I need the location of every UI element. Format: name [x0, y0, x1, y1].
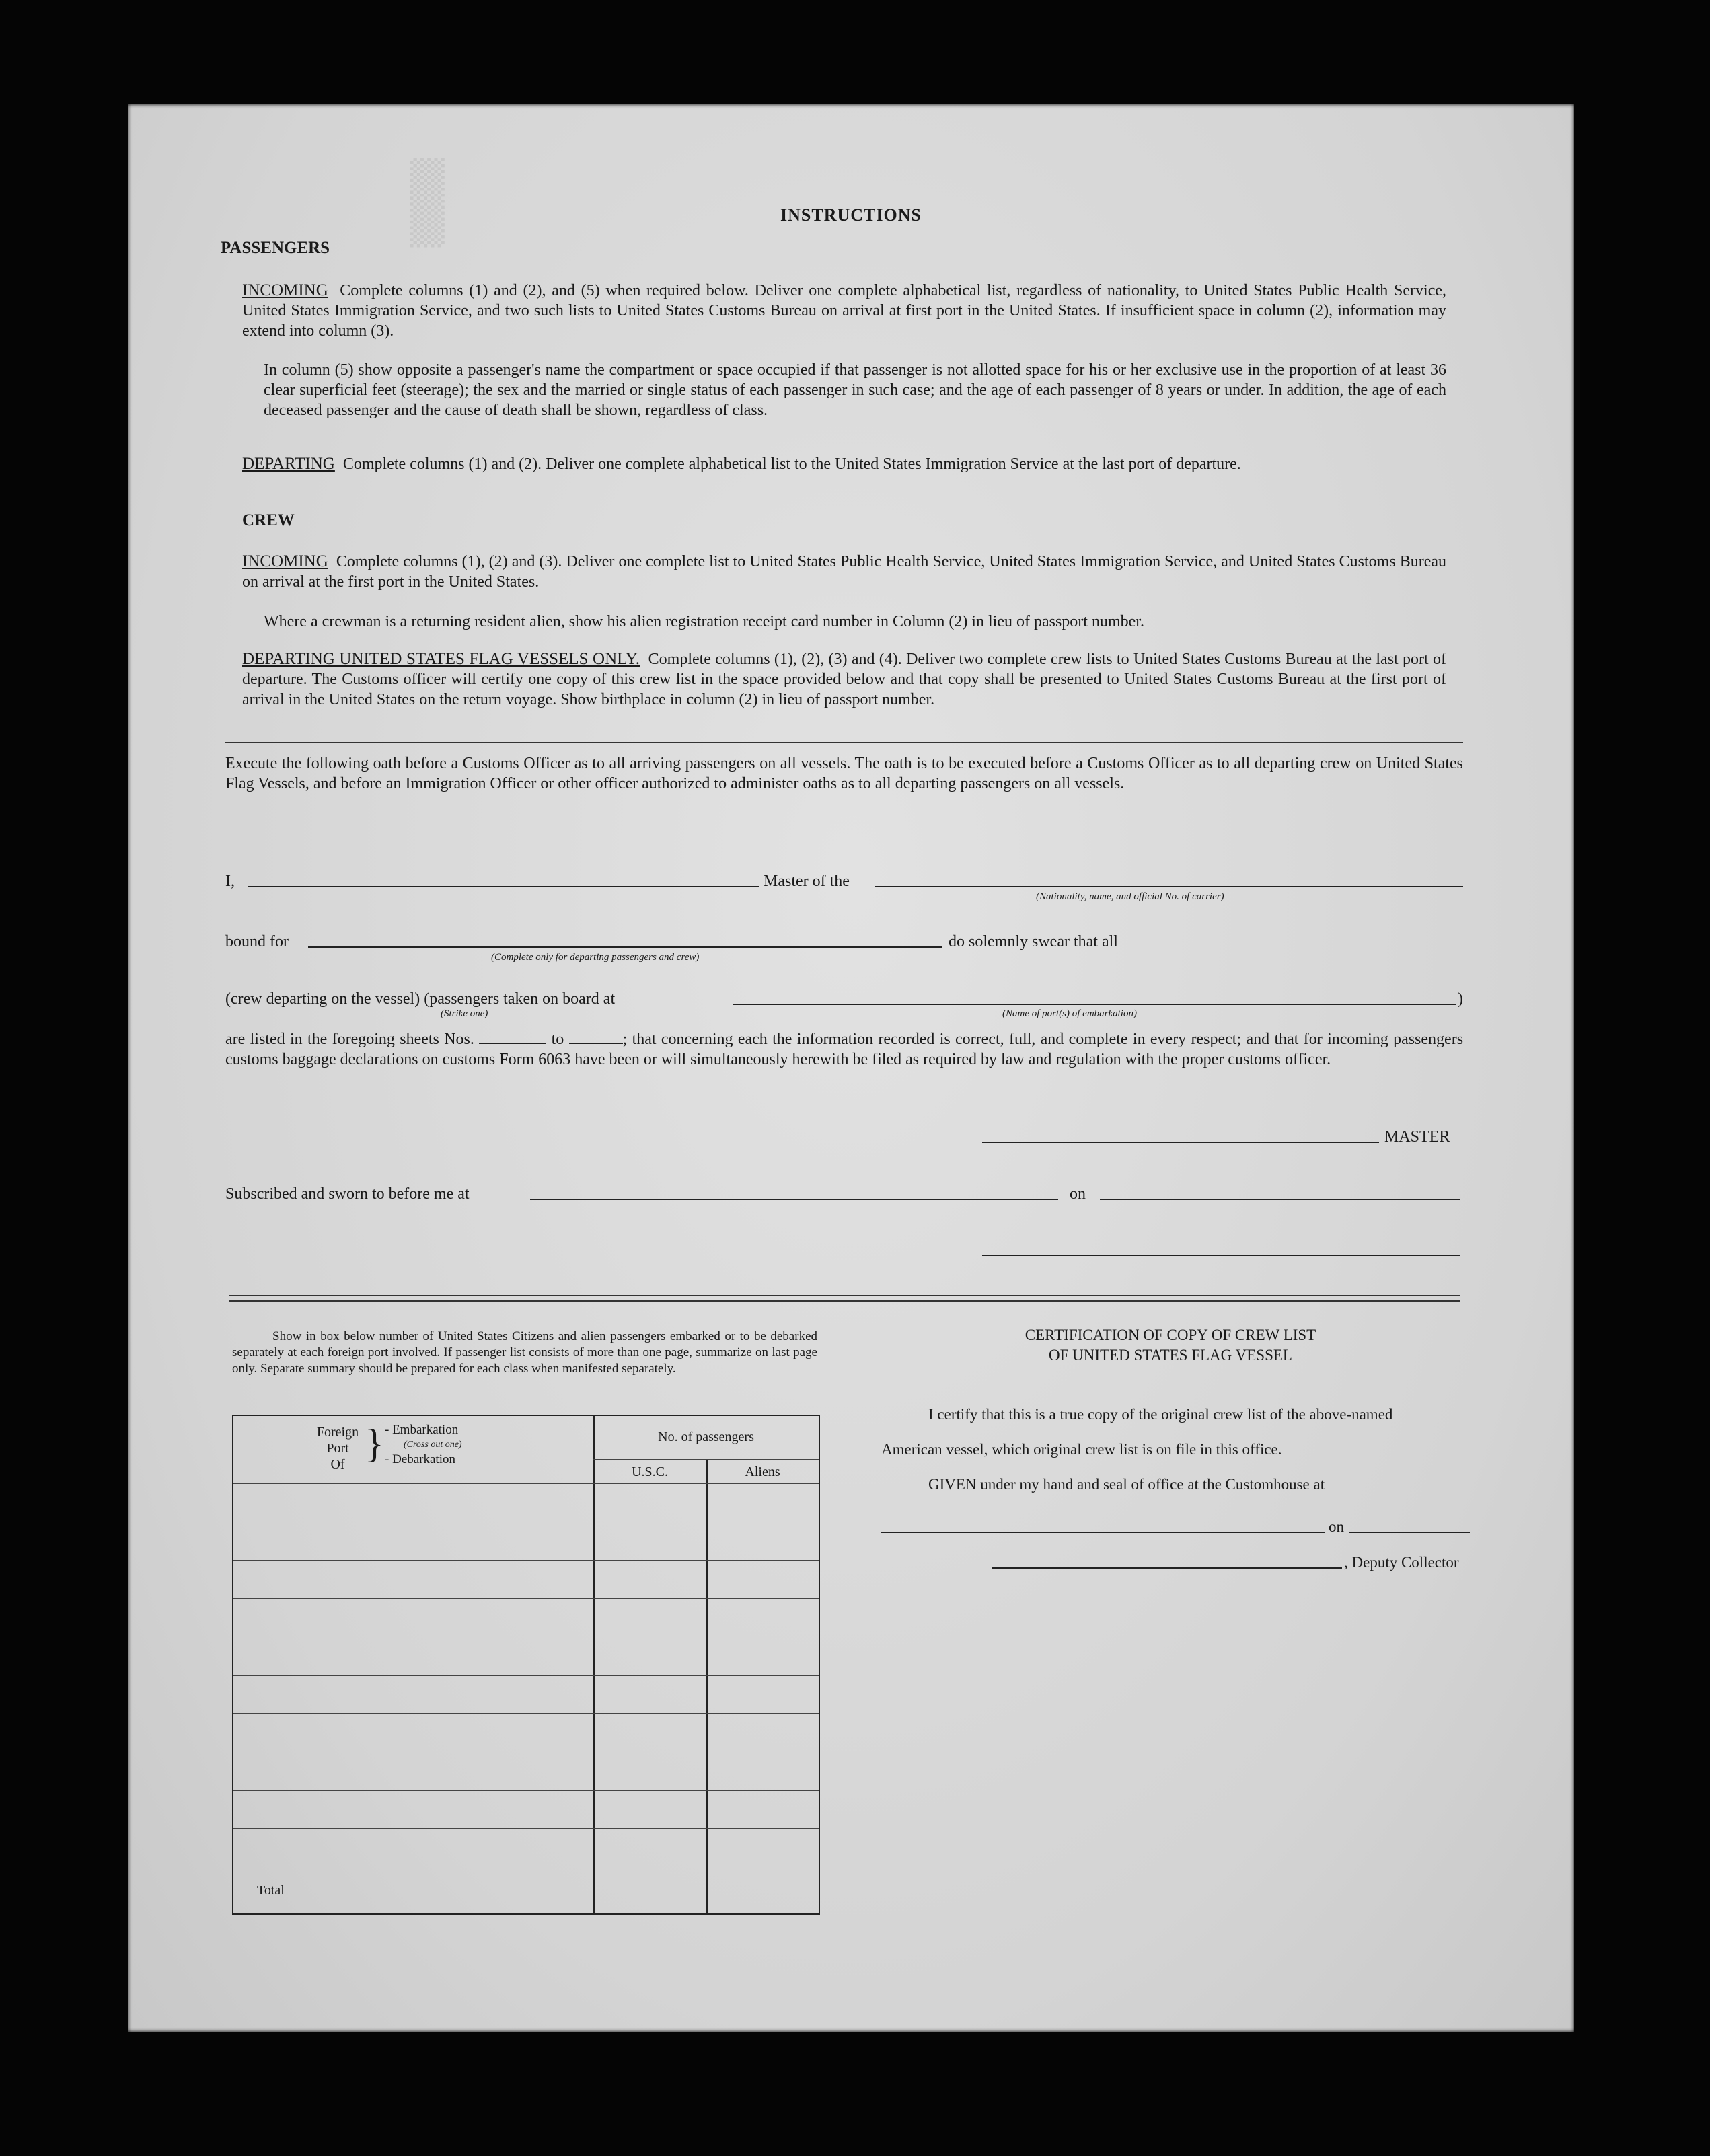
subscribed-on-label: on: [1070, 1185, 1086, 1203]
bleed-through-mark: ▒▒▒▒▒: [410, 158, 444, 248]
customhouse-line[interactable]: [881, 1532, 1325, 1533]
passengers-departing-block: [242, 454, 1446, 474]
passengers-incoming-text: Complete columns (1) and (2), and (5) when required below. Deliver one complete alphabetical list, regardless of nationality, to United States Public Health Service, United States Immigration Service, and two such lists to United States Customs Bureau on arrival at first port in the United States. If insufficient space in column (2), information may extend into column (3).: [242, 282, 1447, 340]
passengers-departing-text: Complete columns (1) and (2). Deliver one complete alphabetical list to the United States Immigration Service at the last port of departure.: [342, 455, 1241, 473]
table-row: [233, 1560, 819, 1561]
crew-incoming-label: INCOMING: [242, 552, 328, 570]
form-page: [128, 104, 1574, 2032]
deputy-collector-label: , Deputy Collector: [1344, 1554, 1459, 1571]
crew-incoming-text: Complete columns (1), (2) and (3). Deliver one complete list to United States Public Health Service, United States Immigration Service, and United States Customs Bureau on arrival at the first port in the United States.: [242, 553, 1447, 591]
deputy-signature-line[interactable]: [992, 1567, 1342, 1569]
master-label: MASTER: [1384, 1128, 1450, 1146]
certify-text-2: American vessel, which original crew list is on file in this office.: [881, 1441, 1282, 1458]
aliens-header: Aliens: [745, 1464, 780, 1479]
table-row: [233, 1675, 819, 1676]
embarkation-label: - Embarkation: [385, 1423, 459, 1437]
embark-debark-label: [385, 1423, 462, 1467]
col-divider-1: [593, 1416, 595, 1913]
passengers-heading: PASSENGERS: [221, 239, 330, 257]
total-label: Total: [257, 1883, 285, 1898]
listed-text: [225, 1029, 1463, 1070]
summary-instructions: Show in box below number of United States Citizens and alien passengers embarked or to be debarked separately at each foreign port involved. If passenger list consists of more than one page, summarize on last page only. Separate summary should be prepared for each class when manifested separately.: [232, 1329, 817, 1376]
page-title: INSTRUCTIONS: [780, 205, 922, 225]
passengers-departing-label: DEPARTING: [242, 455, 335, 473]
strike-one-hint: (Strike one): [441, 1008, 488, 1019]
sheet-from-line[interactable]: [479, 1043, 546, 1044]
passengers-incoming-label: INCOMING: [242, 281, 328, 299]
crew-alien-text: Where a crewman is a returning resident alien, show his alien registration receipt card number in Column (2) in lieu of passport number.: [264, 613, 1144, 630]
carrier-line[interactable]: [875, 886, 1463, 887]
subscribed-label: Subscribed and sworn to before me at: [225, 1185, 470, 1203]
table-row: [233, 1828, 819, 1829]
col-divider-2: [706, 1459, 708, 1913]
usc-header: U.S.C.: [632, 1464, 668, 1479]
certify-text-1: I certify that this is a true copy of the original crew list of the above-named: [928, 1406, 1393, 1423]
foreign-port-of-label: [311, 1424, 365, 1473]
complete-hint: (Complete only for departing passengers and crew): [491, 952, 700, 963]
swear-label: do solemnly swear that all: [949, 933, 1118, 951]
table-row: [233, 1790, 819, 1791]
master-name-line[interactable]: [248, 886, 759, 887]
crew-departing-text: Complete columns (1), (2), (3) and (4). Deliver two complete crew lists to United States Customs Bureau at the last port of departure. The Customs officer will certify one copy of this crew list in the space provided below and that copy shall be presented to United States Customs Bureau at the first port of arrival in the United States on the return voyage. Show birthplace in column (2) in lieu of passport number.: [242, 650, 1447, 708]
listed-to: to: [551, 1031, 564, 1048]
crew-departing-label: DEPARTING UNITED STATES FLAG VESSELS ONLY.: [242, 650, 640, 668]
subscribed-date-line[interactable]: [1100, 1199, 1460, 1200]
debarkation-label: - Debarkation: [385, 1452, 455, 1466]
cert-date-line[interactable]: [1349, 1532, 1470, 1533]
no-passengers-header: No. of passengers: [658, 1429, 754, 1444]
table-row: [233, 1713, 819, 1714]
cross-out-hint: (Cross out one): [404, 1440, 462, 1450]
oath-i-label: I,: [225, 872, 235, 890]
oath-intro: Execute the following oath before a Customs Officer as to all arriving passengers on all vessels. The oath is to be executed before a Customs Officer as to all departing crew on United States Flag Vessels, and before an Immigration Officer or other officer authorized to administer oaths as to all departing passengers on all vessels.: [225, 755, 1463, 792]
close-paren: ): [1458, 990, 1463, 1008]
port-label: Port: [326, 1441, 349, 1456]
sheet-to-line[interactable]: [569, 1043, 623, 1044]
foreign-label: Foreign: [316, 1425, 359, 1440]
subscribed-place-line[interactable]: [530, 1199, 1058, 1200]
listed-text-1: are listed in the foregoing sheets Nos.: [225, 1031, 474, 1048]
certification-title-2: OF UNITED STATES FLAG VESSEL: [1049, 1347, 1292, 1364]
crew-incoming-block: [242, 552, 1446, 592]
nationality-hint: (Nationality, name, and official No. of carrier): [1036, 891, 1224, 902]
crew-heading: CREW: [242, 511, 295, 529]
cert-on-label: on: [1329, 1518, 1344, 1535]
table-row: [233, 1598, 819, 1599]
ports-line[interactable]: [733, 1004, 1456, 1005]
listed-text-2: ; that concerning each the information recorded is correct, full, and complete in every respect; and that for incoming passengers customs baggage declarations on customs Form 6063 have been or will simultaneously herewith be filed as required by law and regulation with the proper customs officer.: [225, 1031, 1464, 1068]
officer-signature-line[interactable]: [982, 1255, 1460, 1256]
bound-for-line[interactable]: [308, 946, 942, 948]
of-label: Of: [330, 1457, 345, 1472]
certification-title: [982, 1325, 1359, 1366]
ports-hint: (Name of port(s) of embarkation): [1002, 1008, 1137, 1019]
master-of-the-label: Master of the: [764, 872, 850, 890]
given-text: GIVEN under my hand and seal of office at the Customhouse at: [928, 1476, 1325, 1493]
divider: [225, 742, 1463, 743]
crew-departing-label: (crew departing on the vessel) (passengers taken on board at: [225, 990, 616, 1008]
certification-title-1: CERTIFICATION OF COPY OF CREW LIST: [1025, 1327, 1316, 1343]
passenger-summary-table: [232, 1415, 820, 1915]
double-rule-top: [229, 1295, 1460, 1296]
bound-for-label: bound for: [225, 933, 289, 951]
table-row: [233, 1483, 819, 1484]
passengers-incoming-block: [242, 281, 1446, 341]
passengers-column5-text: In column (5) show opposite a passenger's name the compartment or space occupied if that passenger is not allotted space for his or her exclusive use in the proportion of at least 36 clear superficial feet (steerage); the sex and the married or single status of each passenger in such case; and the age of each passenger of 8 years or under. In addition, the age of each deceased passenger and the cause of death shall be shown, regardless of class.: [264, 361, 1446, 419]
header-split: [593, 1459, 819, 1460]
brace-icon: }: [365, 1421, 384, 1466]
double-rule-bottom: [229, 1300, 1460, 1302]
crew-departing-block: [242, 649, 1446, 710]
master-signature-line[interactable]: [982, 1142, 1379, 1143]
